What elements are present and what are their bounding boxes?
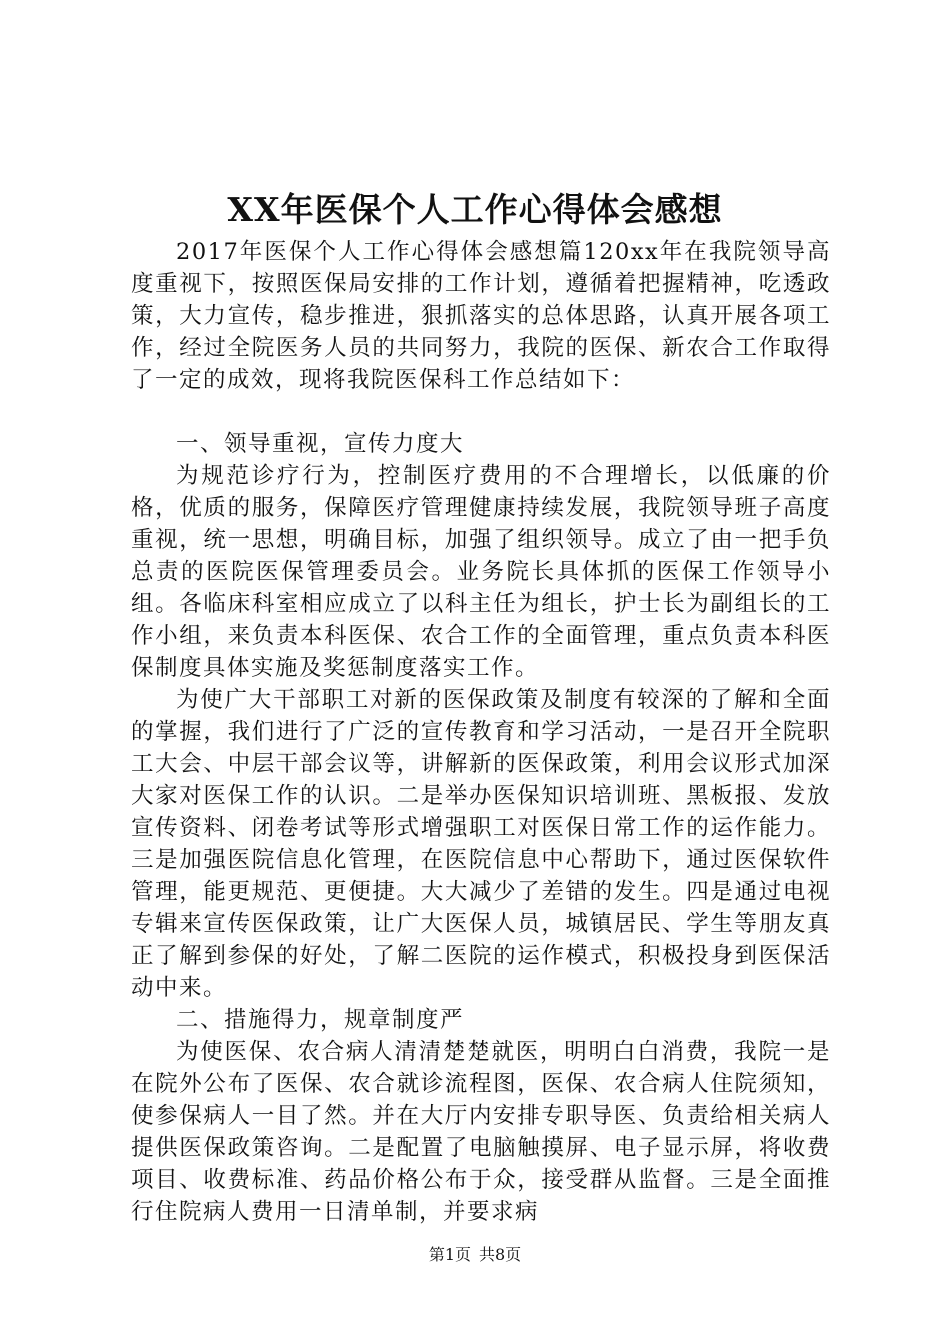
page-footer <box>0 1243 950 1267</box>
section-heading-2: 二、措施得力，规章制度严 <box>176 1007 465 1033</box>
section-heading-1: 一、领导重视，宣传力度大 <box>176 431 465 457</box>
document-body <box>131 236 831 1228</box>
page-total: 共8页 <box>479 1245 522 1264</box>
document-title: XX年医保个人工作心得体会感想 <box>227 190 723 229</box>
body-paragraph: 为使医保、农合病人清清楚楚就医，明明白白消费，我院一是在院外公布了医保、农合就诊流程图，医保、农合病人住院须知，使参保病人一目了然。并在大厅内安排专职导医、负责给相关病人提供医保政策咨询。二是配置了电脑触摸屏、电子显示屏，将收费项目、收费标准、药品价格公布于众，接受群从监督。三是全面推行住院病人费用一日清单制，并要求病 <box>131 1039 831 1225</box>
intro-paragraph: 2017年医保个人工作心得体会感想篇120xx年在我院领导高度重视下，按照医保局安排的工作计划，遵循着把握精神，吃透政策，大力宣传，稳步推进，狠抓落实的总体思路，认真开展各项工作，经过全院医务人员的共同努力，我院的医保、新农合工作取得了一定的成效，现将我院医保科工作总结如下： <box>131 239 831 393</box>
page-number: 第1页 <box>428 1245 471 1264</box>
body-paragraph: 为规范诊疗行为，控制医疗费用的不合理增长，以低廉的价格，优质的服务，保障医疗管理健康持续发展，我院领导班子高度重视，统一思想，明确目标，加强了组织领导。成立了由一把手负总责的医院医保管理委员会。业务院长具体抓的医保工作领导小组。各临床科室相应成立了以科主任为组长，护士长为副组长的工作小组，来负责本科医保、农合工作的全面管理，重点负责本科医保制度具体实施及奖惩制度落实工作。 <box>131 463 831 681</box>
body-paragraph: 为使广大干部职工对新的医保政策及制度有较深的了解和全面的掌握，我们进行了广泛的宣传教育和学习活动，一是召开全院职工大会、中层干部会议等，讲解新的医保政策，利用会议形式加深大家对医保工作的认识。二是举办医保知识培训班、黑板报、发放宣传资料、闭卷考试等形式增强职工对医保日常工作的运作能力。三是加强医院信息化管理，在医院信息中心帮助下，通过医保软件管理，能更规范、更便捷。大大减少了差错的发生。四是通过电视专辑来宣传医保政策，让广大医保人员，城镇居民、学生等朋友真正了解到参保的好处，了解二医院的运作模式，积极投身到医保活动中来。 <box>131 687 831 1001</box>
